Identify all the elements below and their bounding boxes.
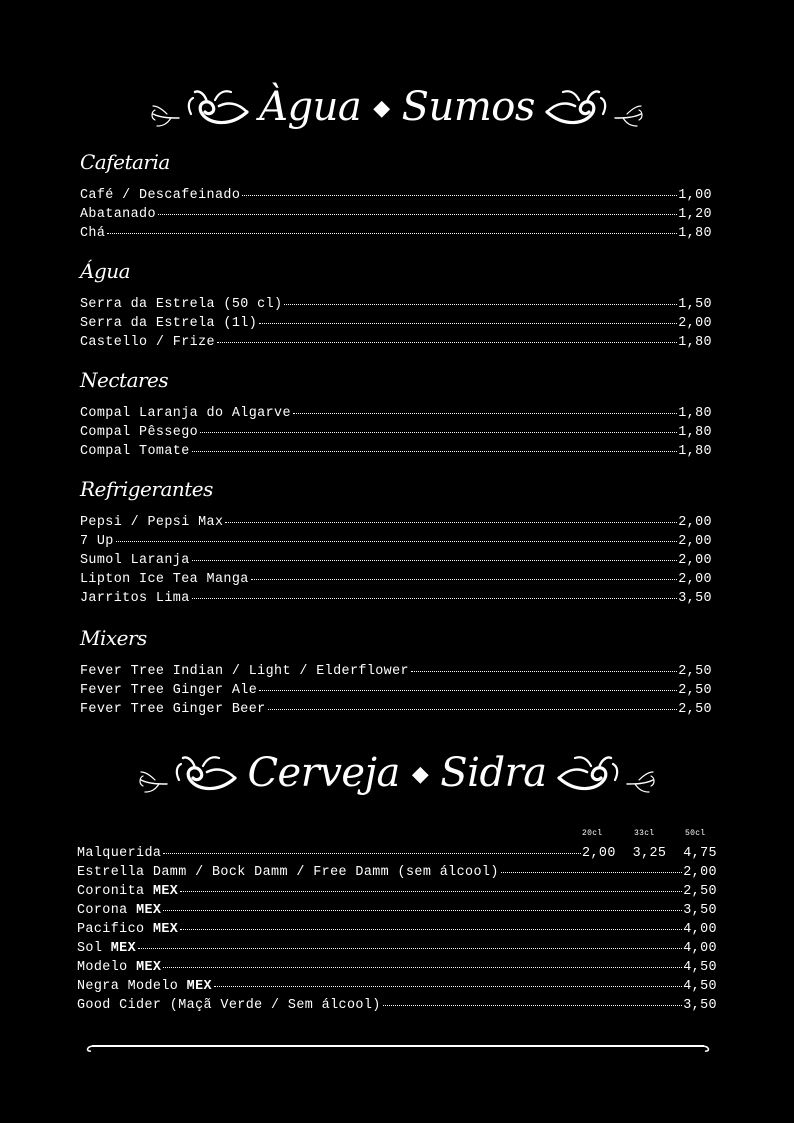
menu-item: Corona MEX 3,50 xyxy=(77,903,717,918)
menu-item: Castello / Frize 1,80 xyxy=(80,335,712,350)
menu-list-mixers xyxy=(80,664,712,721)
size-label-33cl: 33cl xyxy=(634,829,655,838)
dot-leader xyxy=(293,413,677,414)
menu-item: Chá 1,80 xyxy=(80,226,712,241)
menu-item: Compal Laranja do Algarve 1,80 xyxy=(80,406,712,421)
section-title-left: Àgua xyxy=(259,84,362,130)
category-title-refrigerantes: Refrigerantes xyxy=(80,477,213,501)
menu-item: Fever Tree Ginger Beer 2,50 xyxy=(80,702,712,717)
section-title-right: Sumos xyxy=(401,84,535,130)
dot-leader xyxy=(214,986,682,987)
diamond-separator-icon: ◆ xyxy=(411,762,429,787)
dot-leader xyxy=(180,929,682,930)
section-heading-agua-sumos xyxy=(0,84,794,130)
dot-leader xyxy=(158,214,677,215)
menu-list-agua xyxy=(80,297,712,354)
menu-item: Jarritos Lima 3,50 xyxy=(80,591,712,606)
menu-list-beer xyxy=(77,846,717,1017)
menu-item: 7 Up 2,00 xyxy=(80,534,712,549)
menu-item: Sol MEX 4,00 xyxy=(77,941,717,956)
dot-leader xyxy=(163,967,682,968)
menu-item: Fever Tree Ginger Ale 2,50 xyxy=(80,683,712,698)
dot-leader xyxy=(251,579,678,580)
size-label-50cl: 50cl xyxy=(685,829,706,838)
category-title-mixers: Mixers xyxy=(80,626,147,650)
section-heading-cerveja-sidra xyxy=(0,750,794,796)
size-label-20cl: 20cl xyxy=(582,829,603,838)
menu-item: Negra Modelo MEX 4,50 xyxy=(77,979,717,994)
origin-tag: MEX xyxy=(152,884,179,899)
category-title-nectares: Nectares xyxy=(80,368,169,392)
flourish-left-icon xyxy=(137,750,237,796)
flourish-left-icon xyxy=(149,84,249,130)
flourish-right-icon xyxy=(557,750,657,796)
menu-item: Abatanado 1,20 xyxy=(80,207,712,222)
dot-leader xyxy=(259,323,677,324)
dot-leader xyxy=(411,671,677,672)
dot-leader xyxy=(180,891,682,892)
bottom-divider xyxy=(84,1040,712,1054)
origin-tag: MEX xyxy=(136,960,162,975)
flourish-right-icon xyxy=(545,84,645,130)
dot-leader xyxy=(284,304,677,305)
menu-item: Fever Tree Indian / Light / Elderflower 2,50 xyxy=(80,664,712,679)
dot-leader xyxy=(268,709,678,710)
origin-tag: MEX xyxy=(136,903,162,918)
category-title-cafetaria: Cafetaria xyxy=(80,150,170,174)
menu-item: Lipton Ice Tea Manga 2,00 xyxy=(80,572,712,587)
section-title-left: Cerveja xyxy=(247,750,400,796)
dot-leader xyxy=(138,948,682,949)
dot-leader xyxy=(116,541,678,542)
menu-item: Malquerida 2,00 3,25 4,75 xyxy=(77,846,717,861)
dot-leader xyxy=(192,560,678,561)
menu-item: Modelo MEX 4,50 xyxy=(77,960,717,975)
menu-item: Serra da Estrela (50 cl) 1,50 xyxy=(80,297,712,312)
dot-leader xyxy=(192,451,678,452)
category-title-agua: Água xyxy=(80,259,131,283)
menu-item: Sumol Laranja 2,00 xyxy=(80,553,712,568)
dot-leader xyxy=(225,522,677,523)
dot-leader xyxy=(259,690,677,691)
menu-item: Pepsi / Pepsi Max 2,00 xyxy=(80,515,712,530)
menu-item: Compal Pêssego 1,80 xyxy=(80,425,712,440)
dot-leader xyxy=(242,195,677,196)
dot-leader xyxy=(200,432,677,433)
origin-tag: MEX xyxy=(152,922,179,937)
menu-item: Serra da Estrela (1l) 2,00 xyxy=(80,316,712,331)
menu-list-refrigerantes xyxy=(80,515,712,610)
dot-leader xyxy=(163,853,581,854)
menu-item: Coronita MEX 2,50 xyxy=(77,884,717,899)
dot-leader xyxy=(192,598,678,599)
dot-leader xyxy=(107,233,677,234)
menu-list-cafetaria xyxy=(80,188,712,245)
section-title-right: Sidra xyxy=(440,750,547,796)
menu-item: Compal Tomate 1,80 xyxy=(80,444,712,459)
menu-item: Pacifico MEX 4,00 xyxy=(77,922,717,937)
dot-leader xyxy=(217,342,677,343)
dot-leader xyxy=(501,872,682,873)
menu-item: Good Cider (Maçã Verde / Sem álcool) 3,50 xyxy=(77,998,717,1013)
menu-list-nectares xyxy=(80,406,712,463)
diamond-separator-icon: ◆ xyxy=(373,96,390,121)
dot-leader xyxy=(163,910,682,911)
origin-tag: MEX xyxy=(110,941,137,956)
dot-leader xyxy=(383,1005,683,1006)
origin-tag: MEX xyxy=(186,979,212,994)
menu-item: Café / Descafeinado 1,00 xyxy=(80,188,712,203)
menu-item: Estrella Damm / Bock Damm / Free Damm (sem álcool) 2,00 xyxy=(77,865,717,880)
